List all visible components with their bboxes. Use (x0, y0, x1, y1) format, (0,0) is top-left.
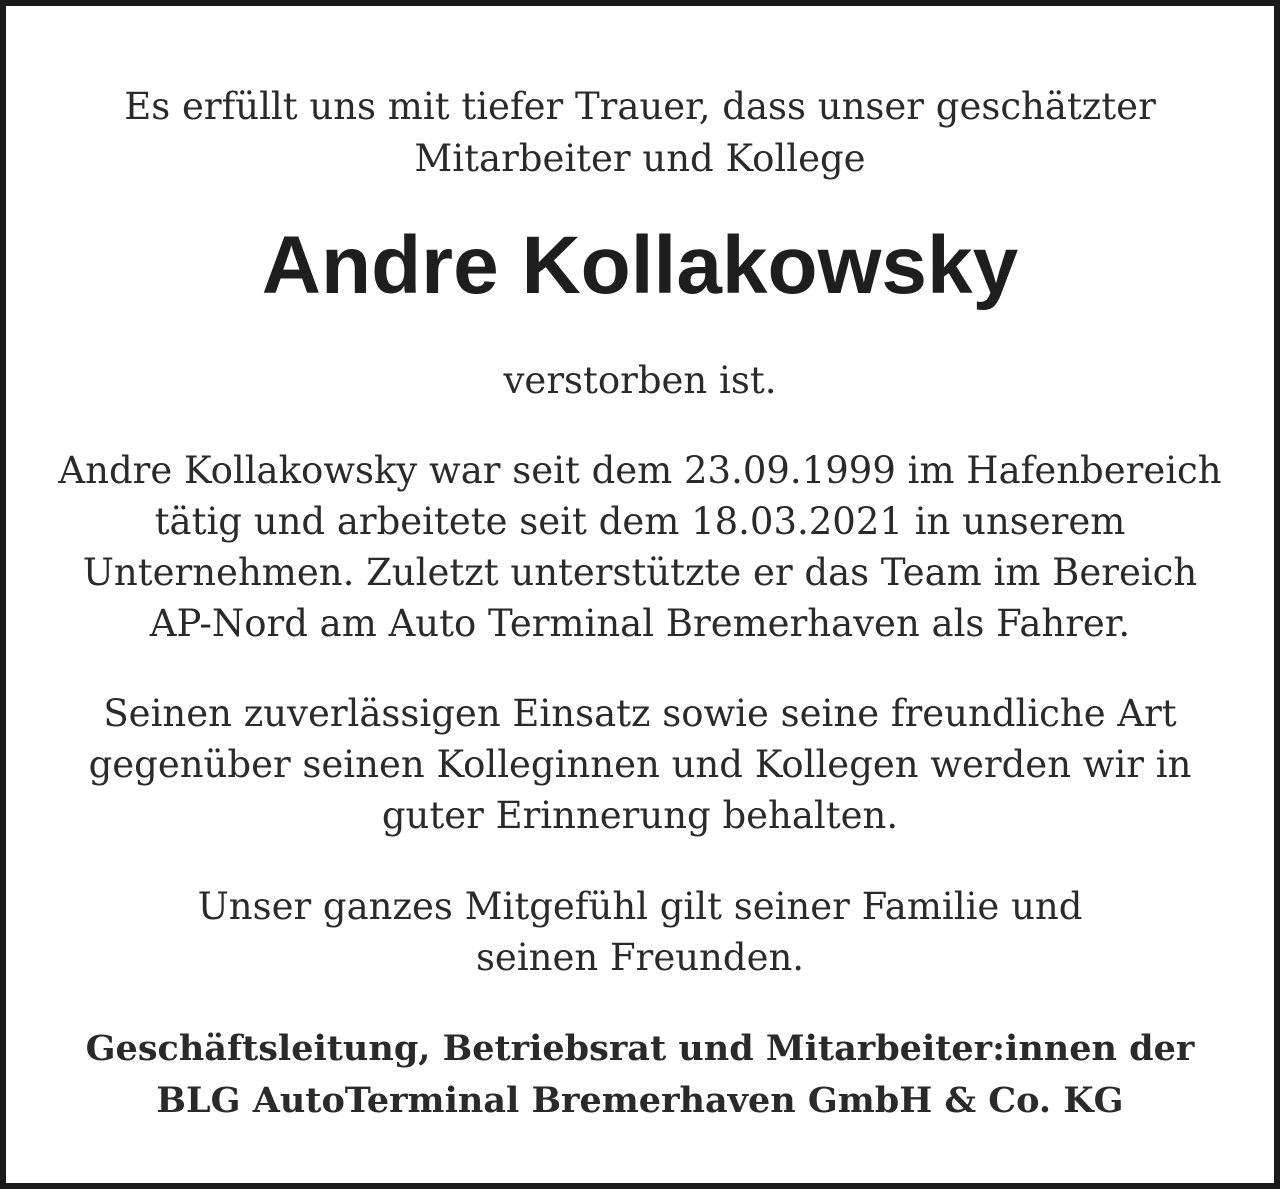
condolence-line-1: Unser ganzes Mitgefühl gilt seiner Familie und (197, 885, 1083, 928)
tribute-line-2: gegenüber seinen Kolleginnen und Kollegen werden wir in (88, 743, 1192, 786)
deceased-name: Andre Kollakowsky (261, 220, 1019, 311)
intro-line-1: Es erfüllt uns mit tiefer Trauer, dass unser geschätzter (124, 85, 1156, 128)
signature-line-1: Geschäftsleitung, Betriebsrat und Mitarbeiter:innen der (85, 1028, 1195, 1069)
condolence-line-2: seinen Freunden. (475, 936, 805, 979)
biography-line-2: tätig und arbeitete seit dem 18.03.2021 in unserem (154, 500, 1126, 543)
passed-line: verstorben ist. (503, 359, 777, 402)
biography-line-1: Andre Kollakowsky war seit dem 23.09.1999 im Hafenbereich (58, 449, 1222, 492)
intro-line-2: Mitarbeiter und Kollege (414, 137, 866, 180)
biography-line-4: AP-Nord am Auto Terminal Bremerhaven als Fahrer. (149, 602, 1131, 645)
tribute-line-3: guter Erinnerung behalten. (381, 794, 899, 837)
signature-line-2: BLG AutoTerminal Bremerhaven GmbH & Co. KG (156, 1080, 1124, 1121)
biography-line-3: Unternehmen. Zuletzt unterstützte er das Team im Bereich (82, 551, 1198, 594)
tribute-line-1: Seinen zuverlässigen Einsatz sowie seine freundliche Art (103, 692, 1177, 735)
